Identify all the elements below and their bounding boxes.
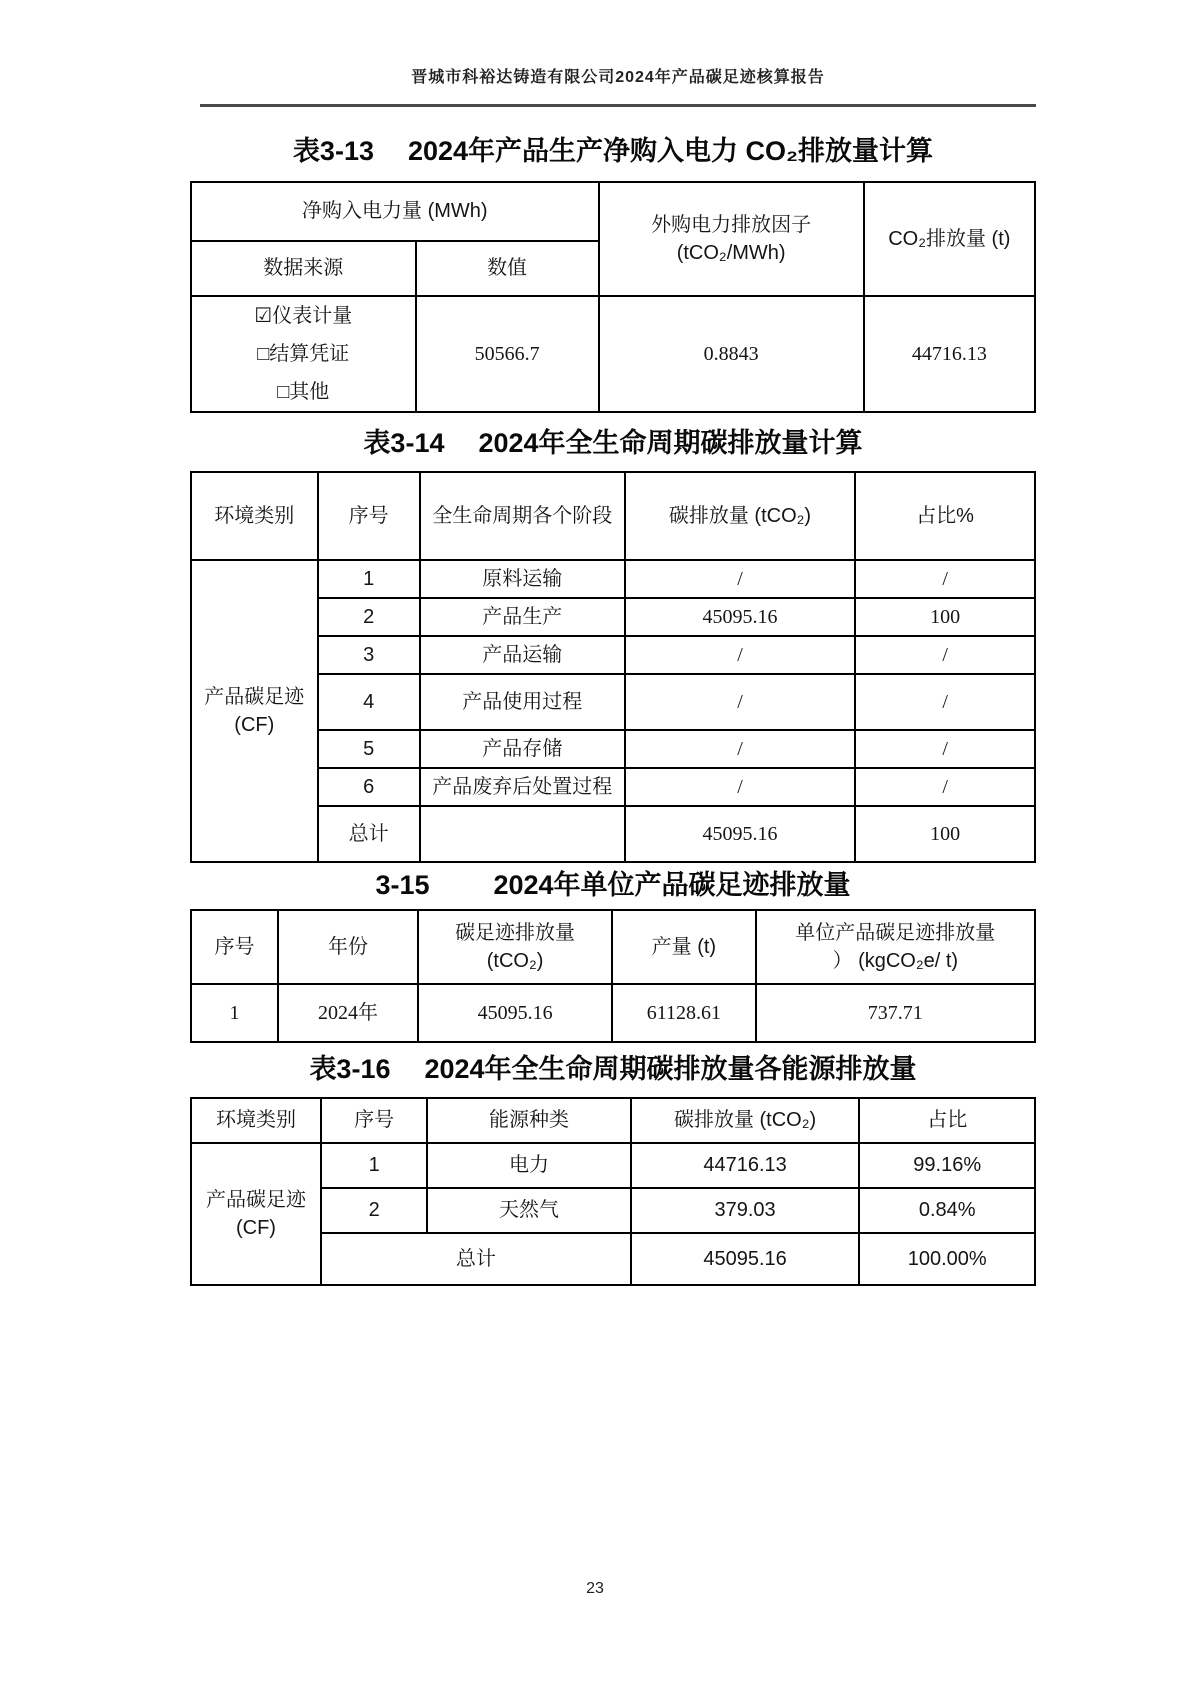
checkbox-checked-meter-reading: ☑仪表计量 <box>254 305 353 327</box>
table-3-14-caption: 2024年全生命周期碳排放量计算 <box>478 428 863 458</box>
t314-row-share: / <box>855 560 1035 598</box>
header-divider <box>200 104 1036 107</box>
table-3-16 <box>190 1097 1036 1286</box>
table-3-13-title <box>190 133 1036 169</box>
table-3-14 <box>190 471 1036 863</box>
table-3-13-caption: 2024年产品生产净购入电力 CO₂排放量计算 <box>407 136 934 166</box>
t314-category-line1: 产品碳足迹 <box>204 686 305 708</box>
t316-row-energy: 天然气 <box>427 1188 630 1233</box>
t316-row-no: 1 <box>321 1143 427 1188</box>
t314-row-emission: / <box>625 636 855 674</box>
t314-row-share: / <box>855 674 1035 730</box>
table-3-16-number: 表3-16 <box>309 1054 391 1084</box>
checkbox-unchecked-settlement-voucher: □结算凭证 <box>257 343 350 365</box>
t313-value-header: 数值 <box>416 241 599 296</box>
table-row <box>191 910 1035 984</box>
t313-data-source-cell <box>191 296 416 412</box>
t314-index-header: 序号 <box>318 472 420 560</box>
t316-category-header: 环境类别 <box>191 1098 321 1143</box>
t314-row-emission: 45095.16 <box>625 598 855 636</box>
t313-co2-header: CO₂排放量 (t) <box>864 182 1035 296</box>
t314-total-emission: 45095.16 <box>625 806 855 862</box>
t313-group-header: 净购入电力量 (MWh) <box>191 182 599 241</box>
t315-unit-header <box>756 910 1035 984</box>
table-row <box>191 984 1035 1042</box>
table-3-14-number: 表3-14 <box>363 428 445 458</box>
table-3-13-number: 表3-13 <box>292 136 374 166</box>
report-header-title: 晋城市科裕达铸造有限公司2024年产品碳足迹核算报告 <box>411 69 825 86</box>
t315-index-header: 序号 <box>191 910 278 984</box>
t315-output-header: 产量 (t) <box>612 910 755 984</box>
t314-total-stage-empty <box>420 806 625 862</box>
t314-row-share: / <box>855 768 1035 806</box>
t316-total-emission: 45095.16 <box>631 1233 860 1285</box>
t316-row-energy: 电力 <box>427 1143 630 1188</box>
t314-total-share: 100 <box>855 806 1035 862</box>
t314-row-emission: / <box>625 768 855 806</box>
t313-factor-header-line1: 外购电力排放因子 <box>651 214 812 236</box>
t314-row-stage: 原料运输 <box>420 560 625 598</box>
t314-row-share: / <box>855 636 1035 674</box>
table-row <box>191 806 1035 862</box>
table-row <box>191 1098 1035 1143</box>
table-row <box>191 560 1035 598</box>
t315-emission-header-line1: 碳足迹排放量 <box>455 922 576 944</box>
t314-row-no: 2 <box>318 598 420 636</box>
t314-row-stage: 产品生产 <box>420 598 625 636</box>
t316-category-line1: 产品碳足迹 <box>205 1189 306 1211</box>
t315-row-unit-emission: 737.71 <box>756 984 1035 1042</box>
table-3-15-caption: 2024年单位产品碳足迹排放量 <box>493 870 851 900</box>
t314-row-share: 100 <box>855 598 1035 636</box>
t314-row-no: 3 <box>318 636 420 674</box>
t316-share-header: 占比 <box>859 1098 1035 1143</box>
t314-row-no: 6 <box>318 768 420 806</box>
t316-row-emission: 379.03 <box>631 1188 860 1233</box>
t313-factor-header-line2: (tCO₂/MWh) <box>676 242 786 264</box>
checkbox-unchecked-other: □其他 <box>277 381 330 403</box>
t314-row-emission: / <box>625 560 855 598</box>
t316-index-header: 序号 <box>321 1098 427 1143</box>
table-row <box>191 730 1035 768</box>
t314-row-no: 5 <box>318 730 420 768</box>
table-row <box>191 1143 1035 1188</box>
t313-emission-factor: 0.8843 <box>599 296 864 412</box>
t314-row-emission: / <box>625 730 855 768</box>
table-row <box>191 472 1035 560</box>
t315-row-emission: 45095.16 <box>418 984 612 1042</box>
table-3-15-number: 3-15 <box>375 870 430 900</box>
t316-row-share: 0.84% <box>859 1188 1035 1233</box>
table-3-16-caption: 2024年全生命周期碳排放量各能源排放量 <box>424 1054 917 1084</box>
t316-total-label: 总计 <box>321 1233 631 1285</box>
t315-row-year: 2024年 <box>278 984 418 1042</box>
table-row <box>191 182 1035 241</box>
t316-row-no: 2 <box>321 1188 427 1233</box>
t315-row-output: 61128.61 <box>612 984 755 1042</box>
t313-electricity-value: 50566.7 <box>416 296 599 412</box>
table-3-15-title <box>190 867 1036 903</box>
table-row <box>191 636 1035 674</box>
t316-energy-header: 能源种类 <box>427 1098 630 1143</box>
t316-emission-header: 碳排放量 (tCO₂) <box>631 1098 860 1143</box>
table-3-14-title <box>190 425 1036 461</box>
t314-row-no: 1 <box>318 560 420 598</box>
t315-year-header: 年份 <box>278 910 418 984</box>
t314-row-stage: 产品存储 <box>420 730 625 768</box>
t316-row-share: 99.16% <box>859 1143 1035 1188</box>
table-3-13 <box>190 181 1036 413</box>
t315-row-no: 1 <box>191 984 278 1042</box>
t313-co2-emission: 44716.13 <box>864 296 1035 412</box>
t315-unit-header-line2: ） (kgCO₂e/ t) <box>832 950 959 972</box>
t314-category-cell <box>191 560 318 862</box>
t316-category-cell <box>191 1143 321 1285</box>
table-row <box>191 598 1035 636</box>
t315-emission-header <box>418 910 612 984</box>
t316-category-line2: (CF) <box>235 1217 276 1239</box>
t314-row-emission: / <box>625 674 855 730</box>
t314-row-stage: 产品运输 <box>420 636 625 674</box>
table-3-16-title <box>190 1051 1036 1087</box>
table-row <box>191 674 1035 730</box>
t314-row-stage: 产品使用过程 <box>420 674 625 730</box>
t315-emission-header-line2: (tCO₂) <box>486 950 544 972</box>
t313-factor-header <box>599 182 864 296</box>
t314-category-header: 环境类别 <box>191 472 318 560</box>
t315-unit-header-line1: 单位产品碳足迹排放量 <box>795 922 996 944</box>
page-number: 23 <box>586 1580 604 1597</box>
t314-stage-header: 全生命周期各个阶段 <box>420 472 625 560</box>
t314-emission-header: 碳排放量 (tCO₂) <box>625 472 855 560</box>
t316-row-emission: 44716.13 <box>631 1143 860 1188</box>
t314-share-header: 占比% <box>855 472 1035 560</box>
t314-row-share: / <box>855 730 1035 768</box>
t314-row-no: 4 <box>318 674 420 730</box>
t313-source-header: 数据来源 <box>191 241 416 296</box>
table-3-15 <box>190 909 1036 1043</box>
t316-total-share: 100.00% <box>859 1233 1035 1285</box>
table-row <box>191 768 1035 806</box>
table-row <box>191 296 1035 412</box>
t314-row-stage: 产品废弃后处置过程 <box>420 768 625 806</box>
t314-category-line2: (CF) <box>234 714 275 736</box>
t314-total-label: 总计 <box>318 806 420 862</box>
